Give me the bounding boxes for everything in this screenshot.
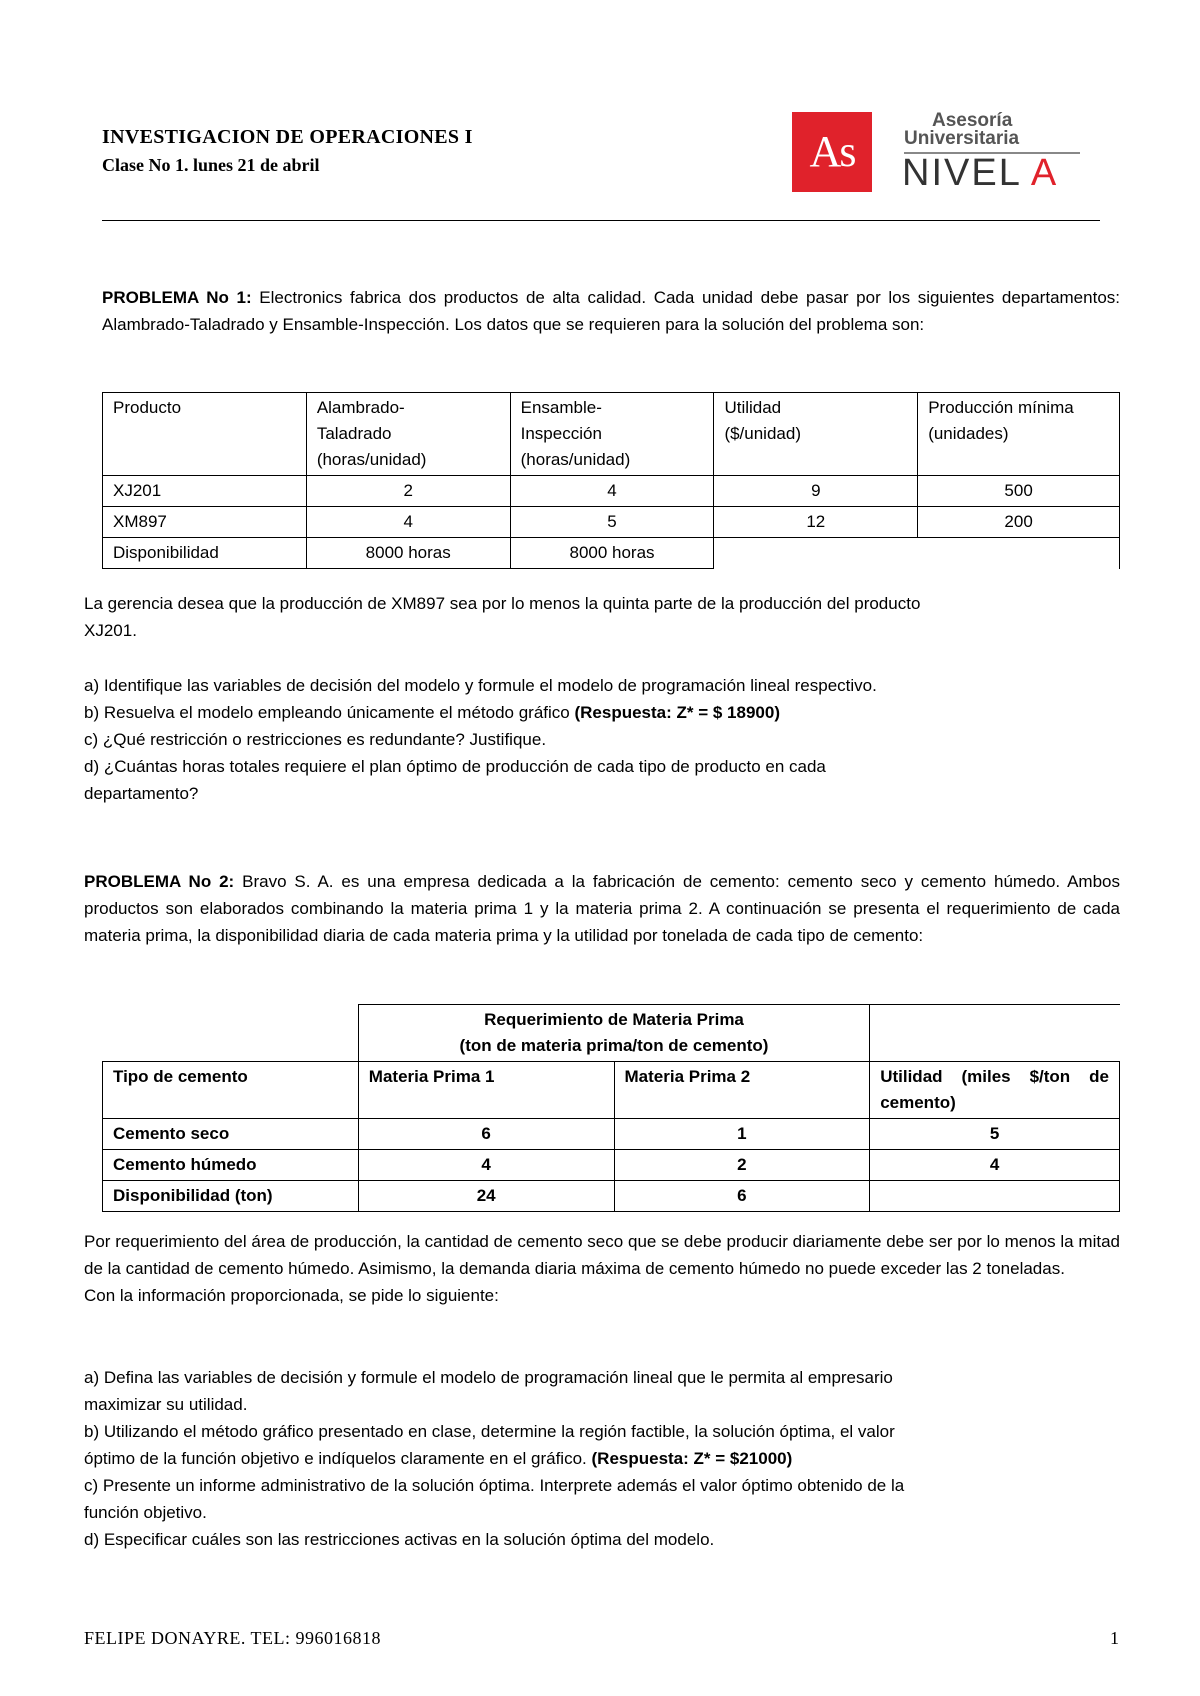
table-cell: 9 (714, 476, 918, 507)
table-row (103, 507, 1120, 538)
p1-header-utilidad: Utilidad ($/unidad) (714, 393, 918, 476)
table-cell-empty (870, 1005, 1120, 1062)
p1-header-alambrado: Alambrado- Taladrado (horas/unidad) (306, 393, 510, 476)
table-cell: 2 (614, 1150, 870, 1181)
p2-header-mp1: Materia Prima 1 (358, 1062, 614, 1119)
problem1-questions (84, 672, 1120, 807)
table-row (103, 476, 1120, 507)
table-cell: Disponibilidad (ton) (103, 1181, 359, 1212)
problem2-intro (84, 868, 1120, 949)
table-cell: 4 (306, 507, 510, 538)
table-cell: 500 (918, 476, 1120, 507)
logo-mark: As (792, 112, 872, 192)
problem1-label: PROBLEMA No 1: (102, 288, 252, 307)
problem1-question-d: d) ¿Cuántas horas totales requiere el plan óptimo de producción de cada tipo de producto en cada (84, 757, 826, 776)
table-cell: Disponibilidad (103, 538, 307, 569)
problem2-question-b: b) Utilizando el método gráfico presentado en clase, determine la región factible, la solución óptima, el valor (84, 1422, 895, 1441)
table-cell: 4 (870, 1150, 1120, 1181)
p1-header-ensamble: Ensamble- Inspección (horas/unidad) (510, 393, 714, 476)
problem2-table (102, 1004, 1120, 1212)
problem1-question-a: a) Identifique las variables de decisión del modelo y formule el modelo de programación lineal respectivo. (84, 676, 877, 695)
table-cell-empty (918, 538, 1120, 569)
document-subtitle: Clase No 1. lunes 21 de abril (102, 155, 320, 175)
table-cell: 200 (918, 507, 1120, 538)
asesoria-logo (792, 112, 1082, 192)
logo-brand-letter: A (1030, 152, 1059, 194)
table-cell: 2 (306, 476, 510, 507)
p2-header-mp2: Materia Prima 2 (614, 1062, 870, 1119)
table-cell: 4 (358, 1150, 614, 1181)
logo-brand (902, 152, 1058, 195)
p1-header-produccion: Producción mínima (unidades) (918, 393, 1120, 476)
table-cell: 6 (358, 1119, 614, 1150)
problem1-note-line1: La gerencia desea que la producción de XM897 sea por lo menos la quinta parte de la producción del producto (84, 594, 921, 613)
table-cell: 8000 horas (306, 538, 510, 569)
p2-header-tipo: Tipo de cemento (103, 1062, 359, 1119)
logo-line2: Universitaria (904, 128, 1020, 149)
problem2-table-header (103, 1062, 1120, 1119)
table-cell: 5 (870, 1119, 1120, 1150)
problem1-intro (102, 284, 1120, 338)
problem2-question-a-cont: maximizar su utilidad. (84, 1395, 248, 1414)
problem1-note (84, 590, 1120, 644)
table-cell: 8000 horas (510, 538, 714, 569)
page-number: 1 (1110, 1628, 1119, 1648)
problem2-question-c: c) Presente un informe administrativo de la solución óptima. Interprete además el valor óptimo obtenido de la (84, 1476, 905, 1495)
table-cell: 1 (614, 1119, 870, 1150)
table-cell-empty (714, 538, 918, 569)
table-cell-empty (103, 1005, 359, 1062)
table-cell: 4 (510, 476, 714, 507)
problem1-question-c: c) ¿Qué restricción o restricciones es redundante? Justifique. (84, 730, 547, 749)
problem2-questions (84, 1364, 1120, 1553)
problem1-table (102, 392, 1120, 569)
problem2-note-text: Por requerimiento del área de producción, la cantidad de cemento seco que se debe producir diariamente debe ser por lo menos la mitad de la cantidad de cemento húmedo. Asimismo, la demanda diaria máxima de cemento húmedo no puede exceder las 2 toneladas. (84, 1232, 1120, 1278)
logo-line1: Asesoría (932, 110, 1013, 131)
problem1-note-line2: XJ201. (84, 621, 137, 640)
problem1-question-b: b) Resuelva el modelo empleando únicamente el método gráfico (Respuesta: Z* = $ 18900) (84, 703, 780, 722)
table-row (103, 1150, 1120, 1181)
problem1-intro-text: Electronics fabrica dos productos de alta calidad. Cada unidad debe pasar por los siguientes departamentos: Alambrado-Taladrado y Ensamble-Inspección. Los datos que se requieren para la solución del problema son: (102, 288, 1120, 334)
problem2-question-d: d) Especificar cuáles son las restricciones activas en la solución óptima del modelo. (84, 1530, 715, 1549)
problem2-question-c-cont: función objetivo. (84, 1503, 207, 1522)
problem2-answer-b: (Respuesta: Z* = $21000) (591, 1449, 793, 1468)
problem2-question-a: a) Defina las variables de decisión y formule el modelo de programación lineal que le permita al empresario (84, 1368, 893, 1387)
problem2-request: Con la información proporcionada, se pide lo siguiente: (84, 1286, 499, 1305)
table-cell: XM897 (103, 507, 307, 538)
table-cell: 6 (614, 1181, 870, 1212)
table-cell: Cemento seco (103, 1119, 359, 1150)
table-cell: XJ201 (103, 476, 307, 507)
table-cell: 5 (510, 507, 714, 538)
p1-header-producto: Producto (103, 393, 307, 476)
table-cell: 24 (358, 1181, 614, 1212)
footer-author: FELIPE DONAYRE. TEL: 996016818 (84, 1628, 382, 1648)
p2-group-header: Requerimiento de Materia Prima (ton de materia prima/ton de cemento) (358, 1005, 869, 1062)
table-row (103, 1119, 1120, 1150)
table-row-availability (103, 538, 1120, 569)
table-row (103, 1181, 1120, 1212)
p2-header-utilidad: Utilidad (miles $/ton de cemento) (870, 1062, 1120, 1119)
table-cell: 12 (714, 507, 918, 538)
problem2-note (84, 1228, 1120, 1309)
logo-brand-main: NIVEL (902, 152, 1021, 194)
problem2-table-group-header (103, 1005, 1120, 1062)
problem2-intro-text: Bravo S. A. es una empresa dedicada a la fabricación de cemento: cemento seco y cemento húmedo. Ambos productos son elaborados combinando la materia prima 1 y la materia prima 2. A continuación se presenta el requerimiento de cada materia prima, la disponibilidad diaria de cada materia prima y la utilidad por tonelada de cada tipo de cemento: (84, 872, 1121, 945)
problem1-answer-b: (Respuesta: Z* = $ 18900) (574, 703, 780, 722)
header-divider (102, 220, 1100, 221)
problem2-question-b-cont: óptimo de la función objetivo e indíquelos claramente en el gráfico. (Respuesta: Z* = $21000) (84, 1449, 793, 1468)
problem1-question-d-cont: departamento? (84, 784, 199, 803)
table-cell (870, 1181, 1120, 1212)
table-cell: Cemento húmedo (103, 1150, 359, 1181)
problem2-label: PROBLEMA No 2: (84, 872, 235, 891)
document-title: INVESTIGACION DE OPERACIONES I (102, 126, 473, 148)
problem1-table-header (103, 393, 1120, 476)
